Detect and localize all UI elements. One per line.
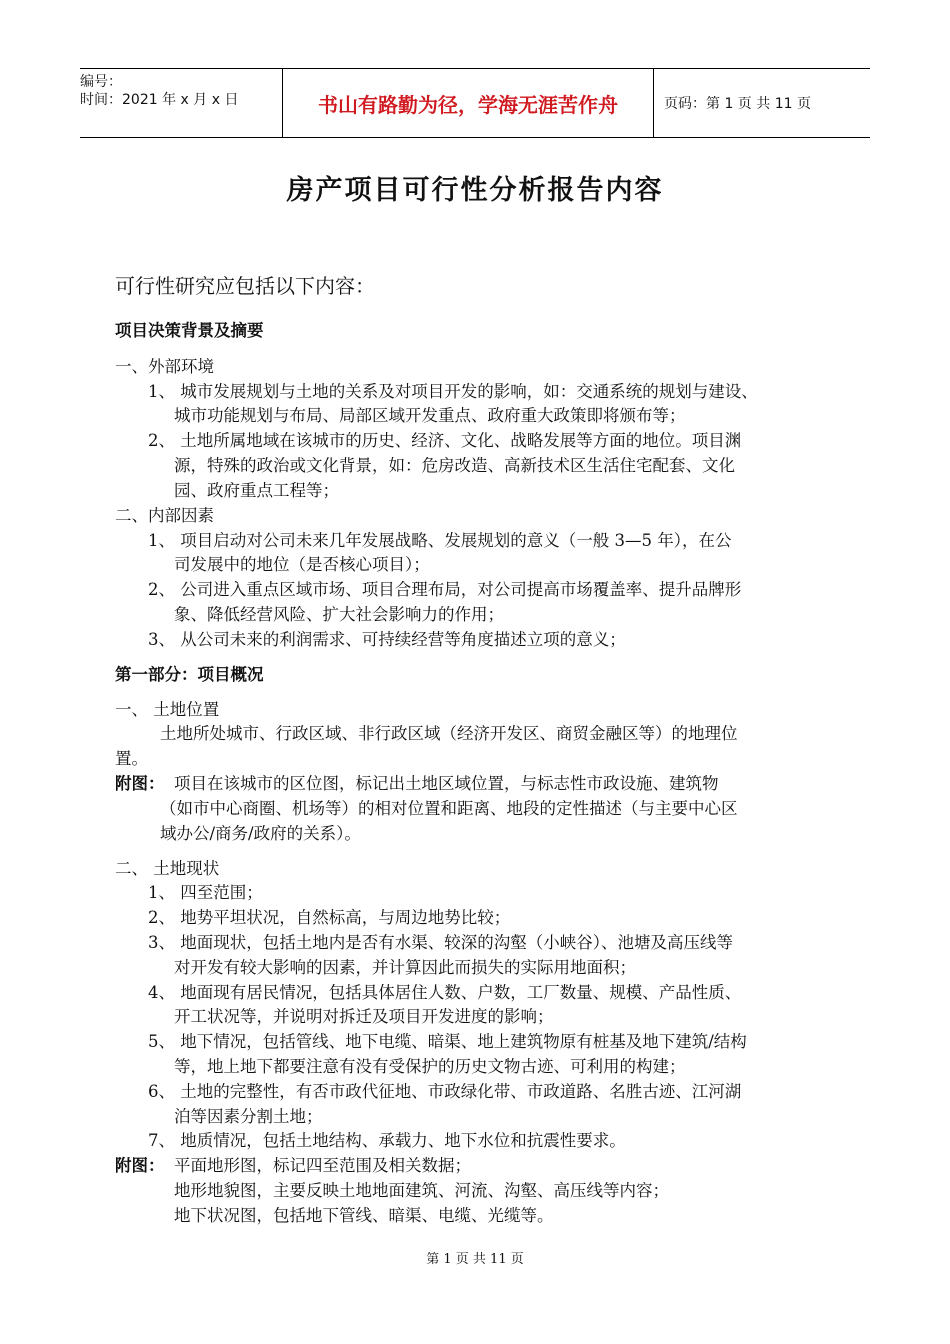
part-heading: 第一部分：项目概况	[115, 665, 264, 684]
list-item: 2、 地势平坦状况，自然标高，与周边地势比较；	[148, 908, 511, 927]
list-item: 5、 地下情况，包括管线、地下电缆、暗渠、地上建筑物原有桩基及地下建筑/结构	[148, 1032, 747, 1051]
list-item-cont: 园、政府重点工程等；	[174, 481, 339, 500]
list-item: 2、 公司进入重点区域市场、项目合理布局，对公司提高市场覆盖率、提升品牌形	[148, 580, 742, 599]
list-item-cont: 象、降低经营风险、扩大社会影响力的作用；	[174, 605, 504, 624]
list-item-cont: 司发展中的地位（是否核心项目）；	[174, 555, 430, 574]
figure-label: 附图：	[115, 774, 165, 793]
section-heading: 项目决策背景及摘要	[115, 321, 264, 340]
list-item: 1、 四至范围；	[148, 883, 263, 902]
figure-text: 地下状况图，包括地下管线、暗渠、电缆、光缆等。	[174, 1206, 554, 1225]
number-label: 编号：	[80, 74, 122, 90]
list-item: 4、 地面现有居民情况，包括具体居住人数、户数，工厂数量、规模、产品性质、	[148, 983, 742, 1002]
list-item: 1、 项目启动对公司未来几年发展战略、发展规划的意义（一般 3—5 年），在公	[148, 531, 732, 550]
subheading-land-location: 一、 土地位置	[115, 700, 220, 719]
paragraph: 土地所处城市、行政区域、非行政区域（经济开发区、商贸金融区等）的地理位	[160, 724, 738, 743]
page-header	[80, 68, 870, 138]
list-item-cont: 等，地上地下都要注意有没有受保护的历史文物古迹、可利用的构建；	[174, 1057, 686, 1076]
document-title: 房产项目可行性分析报告内容	[286, 175, 664, 206]
list-item: 3、 地面现状，包括土地内是否有水渠、较深的沟壑（小峡谷）、池塘及高压线等	[148, 933, 733, 952]
intro-text: 可行性研究应包括以下内容：	[115, 274, 375, 298]
list-item-cont: 城市功能规划与布局、局部区域开发重点、政府重大政策即将颁布等；	[174, 406, 686, 425]
list-item-cont: 泊等因素分割土地；	[174, 1107, 323, 1126]
subheading-land-status: 二、 土地现状	[115, 859, 220, 878]
list-item: 2、 土地所属地域在该城市的历史、经济、文化、战略发展等方面的地位。项目渊	[148, 431, 742, 450]
list-item-cont: 对开发有较大影响的因素，并计算因此而损失的实际用地面积；	[174, 958, 636, 977]
figure-text: 平面地形图，标记四至范围及相关数据；	[174, 1156, 471, 1175]
list-item: 1、 城市发展规划与土地的关系及对项目开发的影响，如：交通系统的规划与建设、	[148, 382, 758, 401]
figure-text: 项目在该城市的区位图，标记出土地区域位置，与标志性市政设施、建筑物	[174, 774, 719, 793]
date-line: 时间：2021 年 x 月 x 日	[80, 92, 239, 108]
header-meta	[80, 69, 280, 141]
subheading-external: 一、外部环境	[115, 357, 214, 376]
page-footer: 第 1 页 共 11 页	[426, 1252, 524, 1267]
figure-text-cont: 域办公/商务/政府的关系）。	[160, 824, 361, 843]
paragraph-cont: 置。	[115, 749, 148, 768]
figure-text-cont: （如市中心商圈、机场等）的相对位置和距离、地段的定性描述（与主要中心区	[160, 799, 738, 818]
header-page-info: 页码：第 1 页 共 11 页	[664, 96, 811, 112]
list-item-cont: 源，特殊的政治或文化背景，如：危房改造、高新技术区生活住宅配套、文化	[174, 456, 735, 475]
figure-text: 地形地貌图，主要反映土地地面建筑、河流、沟壑、高压线等内容；	[174, 1181, 669, 1200]
list-item-cont: 开工状况等，并说明对拆迁及项目开发进度的影响；	[174, 1007, 554, 1026]
list-item: 3、 从公司未来的利润需求、可持续经营等角度描述立项的意义；	[148, 630, 626, 649]
figure-label: 附图：	[115, 1156, 165, 1175]
list-item: 7、 地质情况，包括土地结构、承载力、地下水位和抗震性要求。	[148, 1131, 626, 1150]
subheading-internal: 二、内部因素	[115, 506, 214, 525]
header-motto: 书山有路勤为径，学海无涯苦作舟	[282, 69, 654, 137]
list-item: 6、 土地的完整性，有否市政代征地、市政绿化带、市政道路、名胜古迹、江河湖	[148, 1082, 742, 1101]
